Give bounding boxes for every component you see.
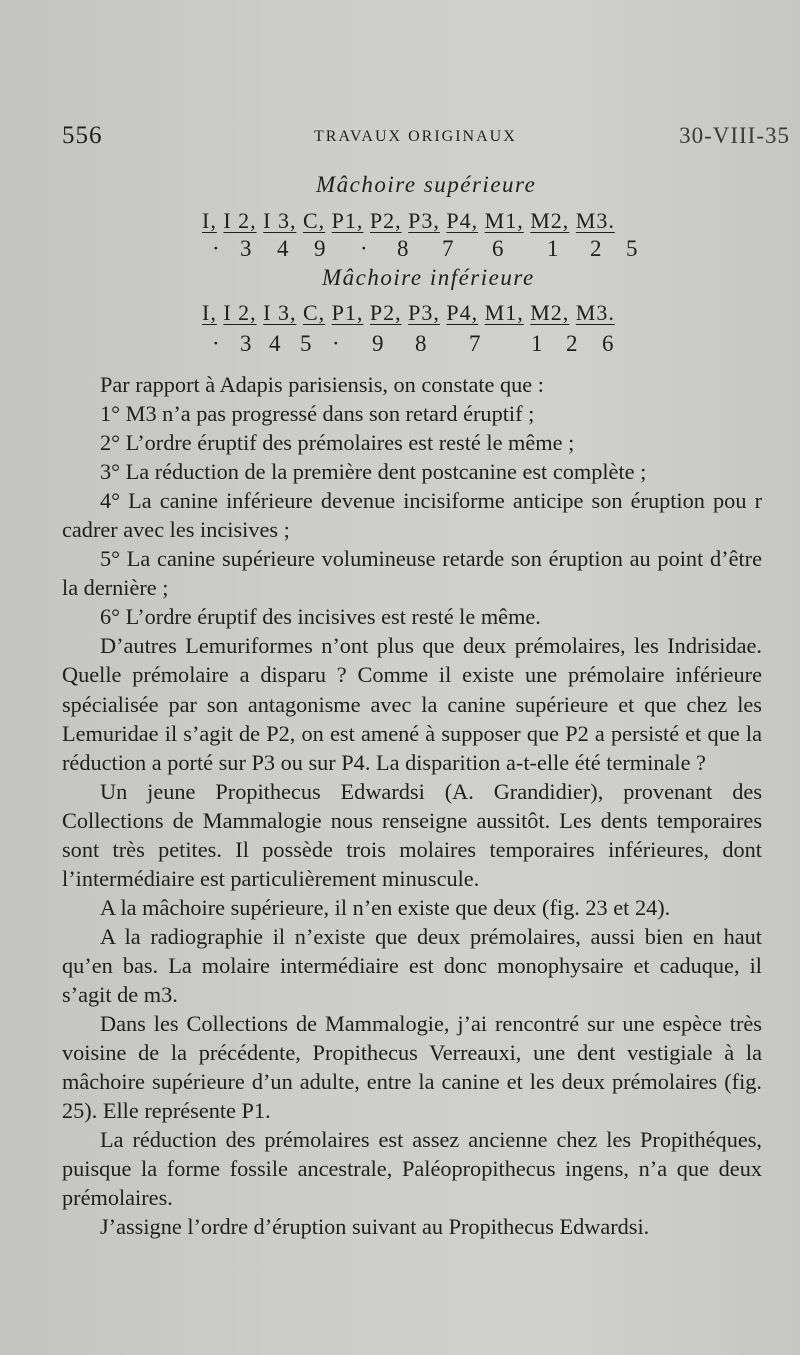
order-value: · (212, 331, 220, 356)
tooth-label: M1, (484, 300, 524, 325)
lower-jaw-caption: Mâchoire inférieure (322, 265, 535, 290)
paragraph: A la radiographie il n’existe que deux prémolaires, aussi bien en haut qu’en bas. La molaire intermédiaire est donc monophysaire et caduque, il s’agit de m3. (62, 923, 762, 1007)
tooth-label: I 2, (223, 300, 257, 325)
order-value: · (332, 331, 340, 356)
tooth-label: C, (302, 208, 326, 233)
page-number: 556 (62, 122, 103, 149)
order-value: 8 (415, 331, 427, 356)
upper-jaw-eruption-order (0, 236, 800, 266)
order-value: 1 (531, 331, 543, 356)
order-value: 6 (602, 331, 614, 356)
body-text (62, 370, 762, 1241)
upper-jaw-teeth-formula (202, 208, 615, 234)
tooth-label: I 3, (263, 208, 297, 233)
order-value: 3 (240, 236, 252, 261)
tooth-label: I 2, (223, 208, 257, 233)
order-value: · (212, 236, 220, 261)
order-value: 9 (314, 236, 326, 261)
list-item: 1° M3 n’a pas progressé dans son retard éruptif ; (100, 401, 535, 427)
order-value: 8 (397, 236, 409, 261)
list-item: 2° L’ordre éruptif des prémolaires est resté le même ; (100, 430, 575, 456)
tooth-label: M3. (575, 208, 615, 233)
tooth-label: M2, (530, 208, 570, 233)
list-item: 3° La réduction de la première dent postcanine est complète ; (100, 459, 647, 485)
paragraph: A la mâchoire supérieure, il n’en existe que deux (fig. 23 et 24). (100, 894, 671, 920)
running-title: TRAVAUX ORIGINAUX (314, 128, 517, 145)
tooth-label: P2, (369, 208, 402, 233)
paragraph: Dans les Collections de Mammalogie, j’ai rencontré sur une espèce très voisine de la précédente, Propithecus Verreauxi, une dent vestigiale à la mâchoire supérieure d’un adulte, entre la canine et les deux prémolaires (fig. 25). Elle représente P1. (62, 1011, 762, 1124)
order-value: 2 (590, 236, 602, 261)
tooth-label: C, (302, 300, 326, 325)
tooth-label: M3. (575, 300, 615, 325)
tooth-label: P1, (331, 300, 364, 325)
header-date: 30-VIII-35 (679, 123, 790, 148)
order-value: 6 (492, 236, 504, 261)
order-value: 5 (300, 331, 312, 356)
list-item: 4° La canine inférieure devenue incisiforme anticipe son éruption pou r cadrer avec les incisives ; (62, 488, 762, 543)
tooth-label: P4, (446, 300, 479, 325)
order-value: 3 (240, 331, 252, 356)
upper-jaw-caption: Mâchoire supérieure (316, 172, 537, 197)
tooth-label: P4, (446, 208, 479, 233)
tooth-label: P3, (408, 300, 440, 325)
order-value: 7 (469, 331, 481, 356)
tooth-label: I 3, (263, 300, 297, 325)
order-value: 1 (547, 236, 559, 261)
tooth-label: P2, (369, 300, 402, 325)
paragraph: Par rapport à Adapis parisiensis, on constate que : (100, 372, 544, 397)
order-value: 9 (372, 331, 384, 356)
tooth-label: I, (202, 208, 217, 233)
tooth-label: P1, (331, 208, 364, 233)
order-value: 4 (277, 236, 289, 261)
list-item: 6° L’ordre éruptif des incisives est resté le même. (100, 604, 541, 630)
paragraph: D’autres Lemuriformes n’ont plus que deux prémolaires, les Indrisidae. Quelle prémolaire a disparu ? Comme il existe une prémolaire inférieure spécialisée par son antagonisme avec la canine supérieure et que chez les Lemuridae il s’agit de P2, on est amené à supposer que P2 a persisté et que la réduction a porté sur P3 ou sur P4. La disparition a-t-elle été terminale ? (62, 633, 762, 775)
lower-jaw-eruption-order (0, 331, 800, 361)
order-value: 2 (566, 331, 578, 356)
tooth-label: P3, (408, 208, 440, 233)
paragraph: Un jeune Propithecus Edwardsi (A. Grandidier), provenant des Collections de Mammalogie nous renseigne aussitôt. Les dents temporaires sont très petites. Il possède trois molaires temporaires inférieures, dont l’intermédiaire est particulièrement minuscule. (62, 778, 762, 891)
order-value: 7 (442, 236, 454, 261)
order-value: 4 (269, 331, 281, 356)
list-item: 5° La canine supérieure volumineuse retarde son éruption au point d’être la dernière ; (62, 546, 762, 601)
lower-jaw-teeth-formula (202, 300, 615, 326)
tooth-label: M2, (530, 300, 570, 325)
order-value: 5 (626, 236, 638, 261)
tooth-label: M1, (484, 208, 524, 233)
page-header (62, 118, 790, 158)
paragraph: J’assigne l’ordre d’éruption suivant au Propithecus Edwardsi. (100, 1214, 650, 1240)
order-value: · (360, 236, 368, 261)
paragraph: La réduction des prémolaires est assez ancienne chez les Propithéques, puisque la forme fossile ancestrale, Paléopropithecus ingens, n’a que deux prémolaires. (62, 1127, 762, 1211)
tooth-label: I, (202, 300, 217, 325)
